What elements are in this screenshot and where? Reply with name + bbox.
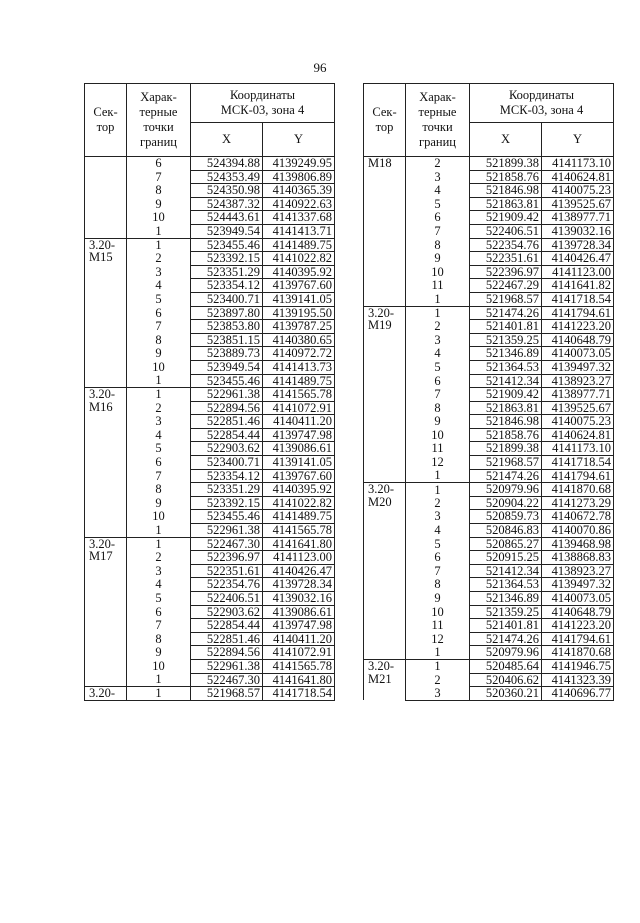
y-cell: 4139747.98 <box>263 428 335 442</box>
point-cell: 6 <box>127 306 191 320</box>
x-cell: 523853.80 <box>191 320 263 334</box>
header-sector: Сек- тор <box>364 84 406 157</box>
x-cell: 521346.89 <box>470 347 542 361</box>
y-cell: 4141413.71 <box>263 224 335 238</box>
y-cell: 4139497.32 <box>542 578 614 592</box>
point-cell: 8 <box>127 184 191 198</box>
point-cell: 9 <box>406 415 470 429</box>
x-cell: 522894.56 <box>191 646 263 660</box>
point-cell: 8 <box>127 483 191 497</box>
point-cell: 11 <box>406 619 470 633</box>
y-cell: 4139525.67 <box>542 197 614 211</box>
y-cell: 4141794.61 <box>542 632 614 646</box>
y-cell: 4139032.16 <box>263 592 335 606</box>
point-cell: 2 <box>406 673 470 687</box>
point-cell: 3 <box>406 333 470 347</box>
header-y: Y <box>263 123 335 157</box>
x-cell: 523455.46 <box>191 510 263 524</box>
point-cell: 8 <box>127 333 191 347</box>
x-cell: 522854.44 <box>191 428 263 442</box>
x-cell: 521412.34 <box>470 374 542 388</box>
point-cell: 7 <box>127 170 191 184</box>
x-cell: 521846.98 <box>470 184 542 198</box>
point-cell: 1 <box>127 238 191 252</box>
y-cell: 4141718.54 <box>542 456 614 470</box>
y-cell: 4141489.75 <box>263 238 335 252</box>
point-cell: 1 <box>406 646 470 660</box>
point-cell: 8 <box>406 578 470 592</box>
x-cell: 521968.57 <box>191 687 263 701</box>
y-cell: 4141794.61 <box>542 469 614 483</box>
point-cell: 6 <box>406 211 470 225</box>
y-cell: 4141022.82 <box>263 496 335 510</box>
x-cell: 521364.53 <box>470 578 542 592</box>
point-cell: 10 <box>406 428 470 442</box>
sector-cell: 3.20- М15 <box>85 238 127 388</box>
table-row <box>85 388 335 402</box>
point-cell: 6 <box>127 605 191 619</box>
point-cell: 4 <box>127 578 191 592</box>
x-cell: 523400.71 <box>191 456 263 470</box>
y-cell: 4139525.67 <box>542 401 614 415</box>
header-points: Харак- терные точки границ <box>406 84 470 157</box>
point-cell: 10 <box>406 605 470 619</box>
x-cell: 523897.80 <box>191 306 263 320</box>
y-cell: 4140972.72 <box>263 347 335 361</box>
point-cell: 7 <box>406 564 470 578</box>
point-cell: 9 <box>127 347 191 361</box>
header-y: Y <box>542 123 614 157</box>
point-cell: 7 <box>127 469 191 483</box>
header-x: X <box>470 123 542 157</box>
header-coords: Координаты МСК-03, зона 4 <box>191 84 335 123</box>
x-cell: 522406.51 <box>191 592 263 606</box>
point-cell: 5 <box>406 537 470 551</box>
x-cell: 522467.30 <box>191 537 263 551</box>
point-cell: 1 <box>127 673 191 687</box>
y-cell: 4139747.98 <box>263 619 335 633</box>
y-cell: 4140073.05 <box>542 347 614 361</box>
point-cell: 8 <box>406 238 470 252</box>
point-cell: 9 <box>406 592 470 606</box>
y-cell: 4139032.16 <box>542 224 614 238</box>
sector-cell: 3.20- М16 <box>85 388 127 538</box>
y-cell: 4140624.81 <box>542 170 614 184</box>
x-cell: 521474.26 <box>470 306 542 320</box>
x-cell: 523354.12 <box>191 279 263 293</box>
table-row <box>85 537 335 551</box>
point-cell: 5 <box>127 442 191 456</box>
point-cell: 1 <box>127 524 191 538</box>
y-cell: 4141223.20 <box>542 619 614 633</box>
y-cell: 4139141.05 <box>263 456 335 470</box>
x-cell: 524350.98 <box>191 184 263 198</box>
x-cell: 521863.81 <box>470 197 542 211</box>
y-cell: 4140070.86 <box>542 524 614 538</box>
point-cell: 3 <box>406 510 470 524</box>
y-cell: 4141794.61 <box>542 306 614 320</box>
y-cell: 4141641.82 <box>542 279 614 293</box>
point-cell: 4 <box>127 428 191 442</box>
table-row <box>364 157 614 171</box>
point-cell: 6 <box>127 157 191 171</box>
sector-cell: 3.20- М21 <box>364 659 406 700</box>
y-cell: 4140696.77 <box>542 687 614 701</box>
coordinates-table-right <box>363 83 614 701</box>
point-cell: 1 <box>406 483 470 497</box>
sector-cell: 3.20- М19 <box>364 306 406 483</box>
point-cell: 10 <box>127 211 191 225</box>
header-sector: Сек- тор <box>85 84 127 157</box>
x-cell: 523851.15 <box>191 333 263 347</box>
sector-cell: 3.20- <box>85 687 127 701</box>
y-cell: 4138923.27 <box>542 564 614 578</box>
x-cell: 520979.96 <box>470 646 542 660</box>
y-cell: 4141022.82 <box>263 252 335 266</box>
point-cell: 10 <box>127 360 191 374</box>
y-cell: 4139195.50 <box>263 306 335 320</box>
x-cell: 522351.61 <box>191 564 263 578</box>
y-cell: 4141565.78 <box>263 659 335 673</box>
x-cell: 522406.51 <box>470 224 542 238</box>
coordinates-table-left <box>84 83 335 701</box>
y-cell: 4140672.78 <box>542 510 614 524</box>
x-cell: 522467.30 <box>191 673 263 687</box>
point-cell: 9 <box>127 197 191 211</box>
x-cell: 521846.98 <box>470 415 542 429</box>
x-cell: 522354.76 <box>470 238 542 252</box>
point-cell: 12 <box>406 456 470 470</box>
x-cell: 521359.25 <box>470 333 542 347</box>
point-cell: 3 <box>127 265 191 279</box>
x-cell: 522961.38 <box>191 659 263 673</box>
y-cell: 4140624.81 <box>542 428 614 442</box>
x-cell: 520406.62 <box>470 673 542 687</box>
y-cell: 4140075.23 <box>542 415 614 429</box>
page-number: 96 <box>313 60 327 75</box>
x-cell: 522961.38 <box>191 388 263 402</box>
point-cell: 3 <box>406 687 470 701</box>
y-cell: 4141641.80 <box>263 673 335 687</box>
point-cell: 11 <box>406 279 470 293</box>
point-cell: 4 <box>406 347 470 361</box>
x-cell: 522851.46 <box>191 632 263 646</box>
y-cell: 4141870.68 <box>542 646 614 660</box>
y-cell: 4141718.54 <box>542 292 614 306</box>
y-cell: 4141489.75 <box>263 510 335 524</box>
x-cell: 520904.22 <box>470 496 542 510</box>
header-x: X <box>191 123 263 157</box>
point-cell: 5 <box>127 592 191 606</box>
y-cell: 4140426.47 <box>263 564 335 578</box>
y-cell: 4141946.75 <box>542 659 614 673</box>
point-cell: 9 <box>127 646 191 660</box>
x-cell: 521401.81 <box>470 619 542 633</box>
y-cell: 4141565.78 <box>263 524 335 538</box>
point-cell: 4 <box>406 524 470 538</box>
table-left-body <box>85 157 335 701</box>
x-cell: 522354.76 <box>191 578 263 592</box>
point-cell: 1 <box>127 388 191 402</box>
x-cell: 524387.32 <box>191 197 263 211</box>
point-cell: 1 <box>127 687 191 701</box>
sector-cell <box>85 157 127 239</box>
y-cell: 4141273.29 <box>542 496 614 510</box>
x-cell: 523455.46 <box>191 238 263 252</box>
y-cell: 4140426.47 <box>542 252 614 266</box>
x-cell: 521401.81 <box>470 320 542 334</box>
table-row <box>85 238 335 252</box>
y-cell: 4140395.92 <box>263 483 335 497</box>
y-cell: 4140922.63 <box>263 197 335 211</box>
x-cell: 522396.97 <box>470 265 542 279</box>
point-cell: 9 <box>127 496 191 510</box>
x-cell: 520915.25 <box>470 551 542 565</box>
y-cell: 4141565.78 <box>263 388 335 402</box>
y-cell: 4140380.65 <box>263 333 335 347</box>
point-cell: 3 <box>127 415 191 429</box>
point-cell: 5 <box>406 360 470 374</box>
x-cell: 523392.15 <box>191 252 263 266</box>
point-cell: 2 <box>127 401 191 415</box>
point-cell: 7 <box>406 224 470 238</box>
table-right-body <box>364 157 614 701</box>
y-cell: 4141718.54 <box>263 687 335 701</box>
x-cell: 523949.54 <box>191 224 263 238</box>
y-cell: 4139468.98 <box>542 537 614 551</box>
y-cell: 4141173.10 <box>542 442 614 456</box>
point-cell: 1 <box>127 224 191 238</box>
point-cell: 10 <box>127 659 191 673</box>
x-cell: 521858.76 <box>470 428 542 442</box>
point-cell: 2 <box>406 320 470 334</box>
y-cell: 4139497.32 <box>542 360 614 374</box>
x-cell: 520360.21 <box>470 687 542 701</box>
point-cell: 7 <box>127 619 191 633</box>
point-cell: 11 <box>406 442 470 456</box>
x-cell: 523949.54 <box>191 360 263 374</box>
point-cell: 12 <box>406 632 470 646</box>
y-cell: 4141072.91 <box>263 401 335 415</box>
point-cell: 1 <box>406 306 470 320</box>
y-cell: 4140365.39 <box>263 184 335 198</box>
x-cell: 521899.38 <box>470 157 542 171</box>
point-cell: 3 <box>127 564 191 578</box>
x-cell: 524443.61 <box>191 211 263 225</box>
x-cell: 524353.49 <box>191 170 263 184</box>
point-cell: 8 <box>406 401 470 415</box>
y-cell: 4139249.95 <box>263 157 335 171</box>
x-cell: 520865.27 <box>470 537 542 551</box>
x-cell: 523351.29 <box>191 483 263 497</box>
y-cell: 4139728.34 <box>263 578 335 592</box>
y-cell: 4138868.83 <box>542 551 614 565</box>
y-cell: 4140411.20 <box>263 632 335 646</box>
x-cell: 521968.57 <box>470 292 542 306</box>
x-cell: 520859.73 <box>470 510 542 524</box>
y-cell: 4139767.60 <box>263 469 335 483</box>
point-cell: 1 <box>127 537 191 551</box>
y-cell: 4139086.61 <box>263 605 335 619</box>
x-cell: 522351.61 <box>470 252 542 266</box>
point-cell: 1 <box>406 292 470 306</box>
x-cell: 523400.71 <box>191 292 263 306</box>
y-cell: 4138977.71 <box>542 211 614 225</box>
point-cell: 2 <box>127 252 191 266</box>
point-cell: 5 <box>127 292 191 306</box>
point-cell: 6 <box>406 551 470 565</box>
x-cell: 522467.29 <box>470 279 542 293</box>
y-cell: 4141072.91 <box>263 646 335 660</box>
x-cell: 523889.73 <box>191 347 263 361</box>
x-cell: 520485.64 <box>470 659 542 673</box>
point-cell: 1 <box>406 659 470 673</box>
point-cell: 4 <box>406 184 470 198</box>
x-cell: 522903.62 <box>191 605 263 619</box>
header-points: Харак- терные точки границ <box>127 84 191 157</box>
y-cell: 4139086.61 <box>263 442 335 456</box>
point-cell: 10 <box>127 510 191 524</box>
sector-cell: 3.20- М17 <box>85 537 127 687</box>
point-cell: 2 <box>127 551 191 565</box>
y-cell: 4141223.20 <box>542 320 614 334</box>
sector-cell: 3.20- М20 <box>364 483 406 660</box>
x-cell: 521364.53 <box>470 360 542 374</box>
y-cell: 4140648.79 <box>542 605 614 619</box>
y-cell: 4138977.71 <box>542 388 614 402</box>
table-row <box>364 659 614 673</box>
y-cell: 4141489.75 <box>263 374 335 388</box>
point-cell: 6 <box>127 456 191 470</box>
y-cell: 4139728.34 <box>542 238 614 252</box>
y-cell: 4141413.73 <box>263 360 335 374</box>
table-row <box>364 306 614 320</box>
x-cell: 521412.34 <box>470 564 542 578</box>
x-cell: 522396.97 <box>191 551 263 565</box>
table-row <box>85 157 335 171</box>
y-cell: 4140648.79 <box>542 333 614 347</box>
x-cell: 520979.96 <box>470 483 542 497</box>
y-cell: 4140073.05 <box>542 592 614 606</box>
x-cell: 521346.89 <box>470 592 542 606</box>
header-coords: Координаты МСК-03, зона 4 <box>470 84 614 123</box>
point-cell: 7 <box>406 388 470 402</box>
x-cell: 521863.81 <box>470 401 542 415</box>
x-cell: 523455.46 <box>191 374 263 388</box>
point-cell: 1 <box>127 374 191 388</box>
y-cell: 4139806.89 <box>263 170 335 184</box>
y-cell: 4141641.80 <box>263 537 335 551</box>
y-cell: 4141323.39 <box>542 673 614 687</box>
x-cell: 521899.38 <box>470 442 542 456</box>
point-cell: 1 <box>406 469 470 483</box>
point-cell: 6 <box>406 374 470 388</box>
point-cell: 2 <box>406 157 470 171</box>
y-cell: 4140075.23 <box>542 184 614 198</box>
point-cell: 9 <box>406 252 470 266</box>
point-cell: 7 <box>127 320 191 334</box>
sector-cell: М18 <box>364 157 406 307</box>
x-cell: 521968.57 <box>470 456 542 470</box>
point-cell: 8 <box>127 632 191 646</box>
y-cell: 4139787.25 <box>263 320 335 334</box>
y-cell: 4140411.20 <box>263 415 335 429</box>
y-cell: 4140395.92 <box>263 265 335 279</box>
point-cell: 4 <box>127 279 191 293</box>
x-cell: 522961.38 <box>191 524 263 538</box>
x-cell: 520846.83 <box>470 524 542 538</box>
y-cell: 4139141.05 <box>263 292 335 306</box>
y-cell: 4141337.68 <box>263 211 335 225</box>
y-cell: 4141173.10 <box>542 157 614 171</box>
x-cell: 521474.26 <box>470 469 542 483</box>
x-cell: 521909.42 <box>470 388 542 402</box>
x-cell: 523392.15 <box>191 496 263 510</box>
x-cell: 521909.42 <box>470 211 542 225</box>
y-cell: 4141123.00 <box>542 265 614 279</box>
y-cell: 4139767.60 <box>263 279 335 293</box>
x-cell: 524394.88 <box>191 157 263 171</box>
point-cell: 3 <box>406 170 470 184</box>
point-cell: 10 <box>406 265 470 279</box>
point-cell: 5 <box>406 197 470 211</box>
point-cell: 2 <box>406 496 470 510</box>
x-cell: 521858.76 <box>470 170 542 184</box>
x-cell: 521359.25 <box>470 605 542 619</box>
x-cell: 522903.62 <box>191 442 263 456</box>
x-cell: 521474.26 <box>470 632 542 646</box>
y-cell: 4138923.27 <box>542 374 614 388</box>
x-cell: 522894.56 <box>191 401 263 415</box>
table-row <box>85 687 335 701</box>
y-cell: 4141123.00 <box>263 551 335 565</box>
x-cell: 522854.44 <box>191 619 263 633</box>
x-cell: 523351.29 <box>191 265 263 279</box>
x-cell: 523354.12 <box>191 469 263 483</box>
x-cell: 522851.46 <box>191 415 263 429</box>
y-cell: 4141870.68 <box>542 483 614 497</box>
table-row <box>364 483 614 497</box>
